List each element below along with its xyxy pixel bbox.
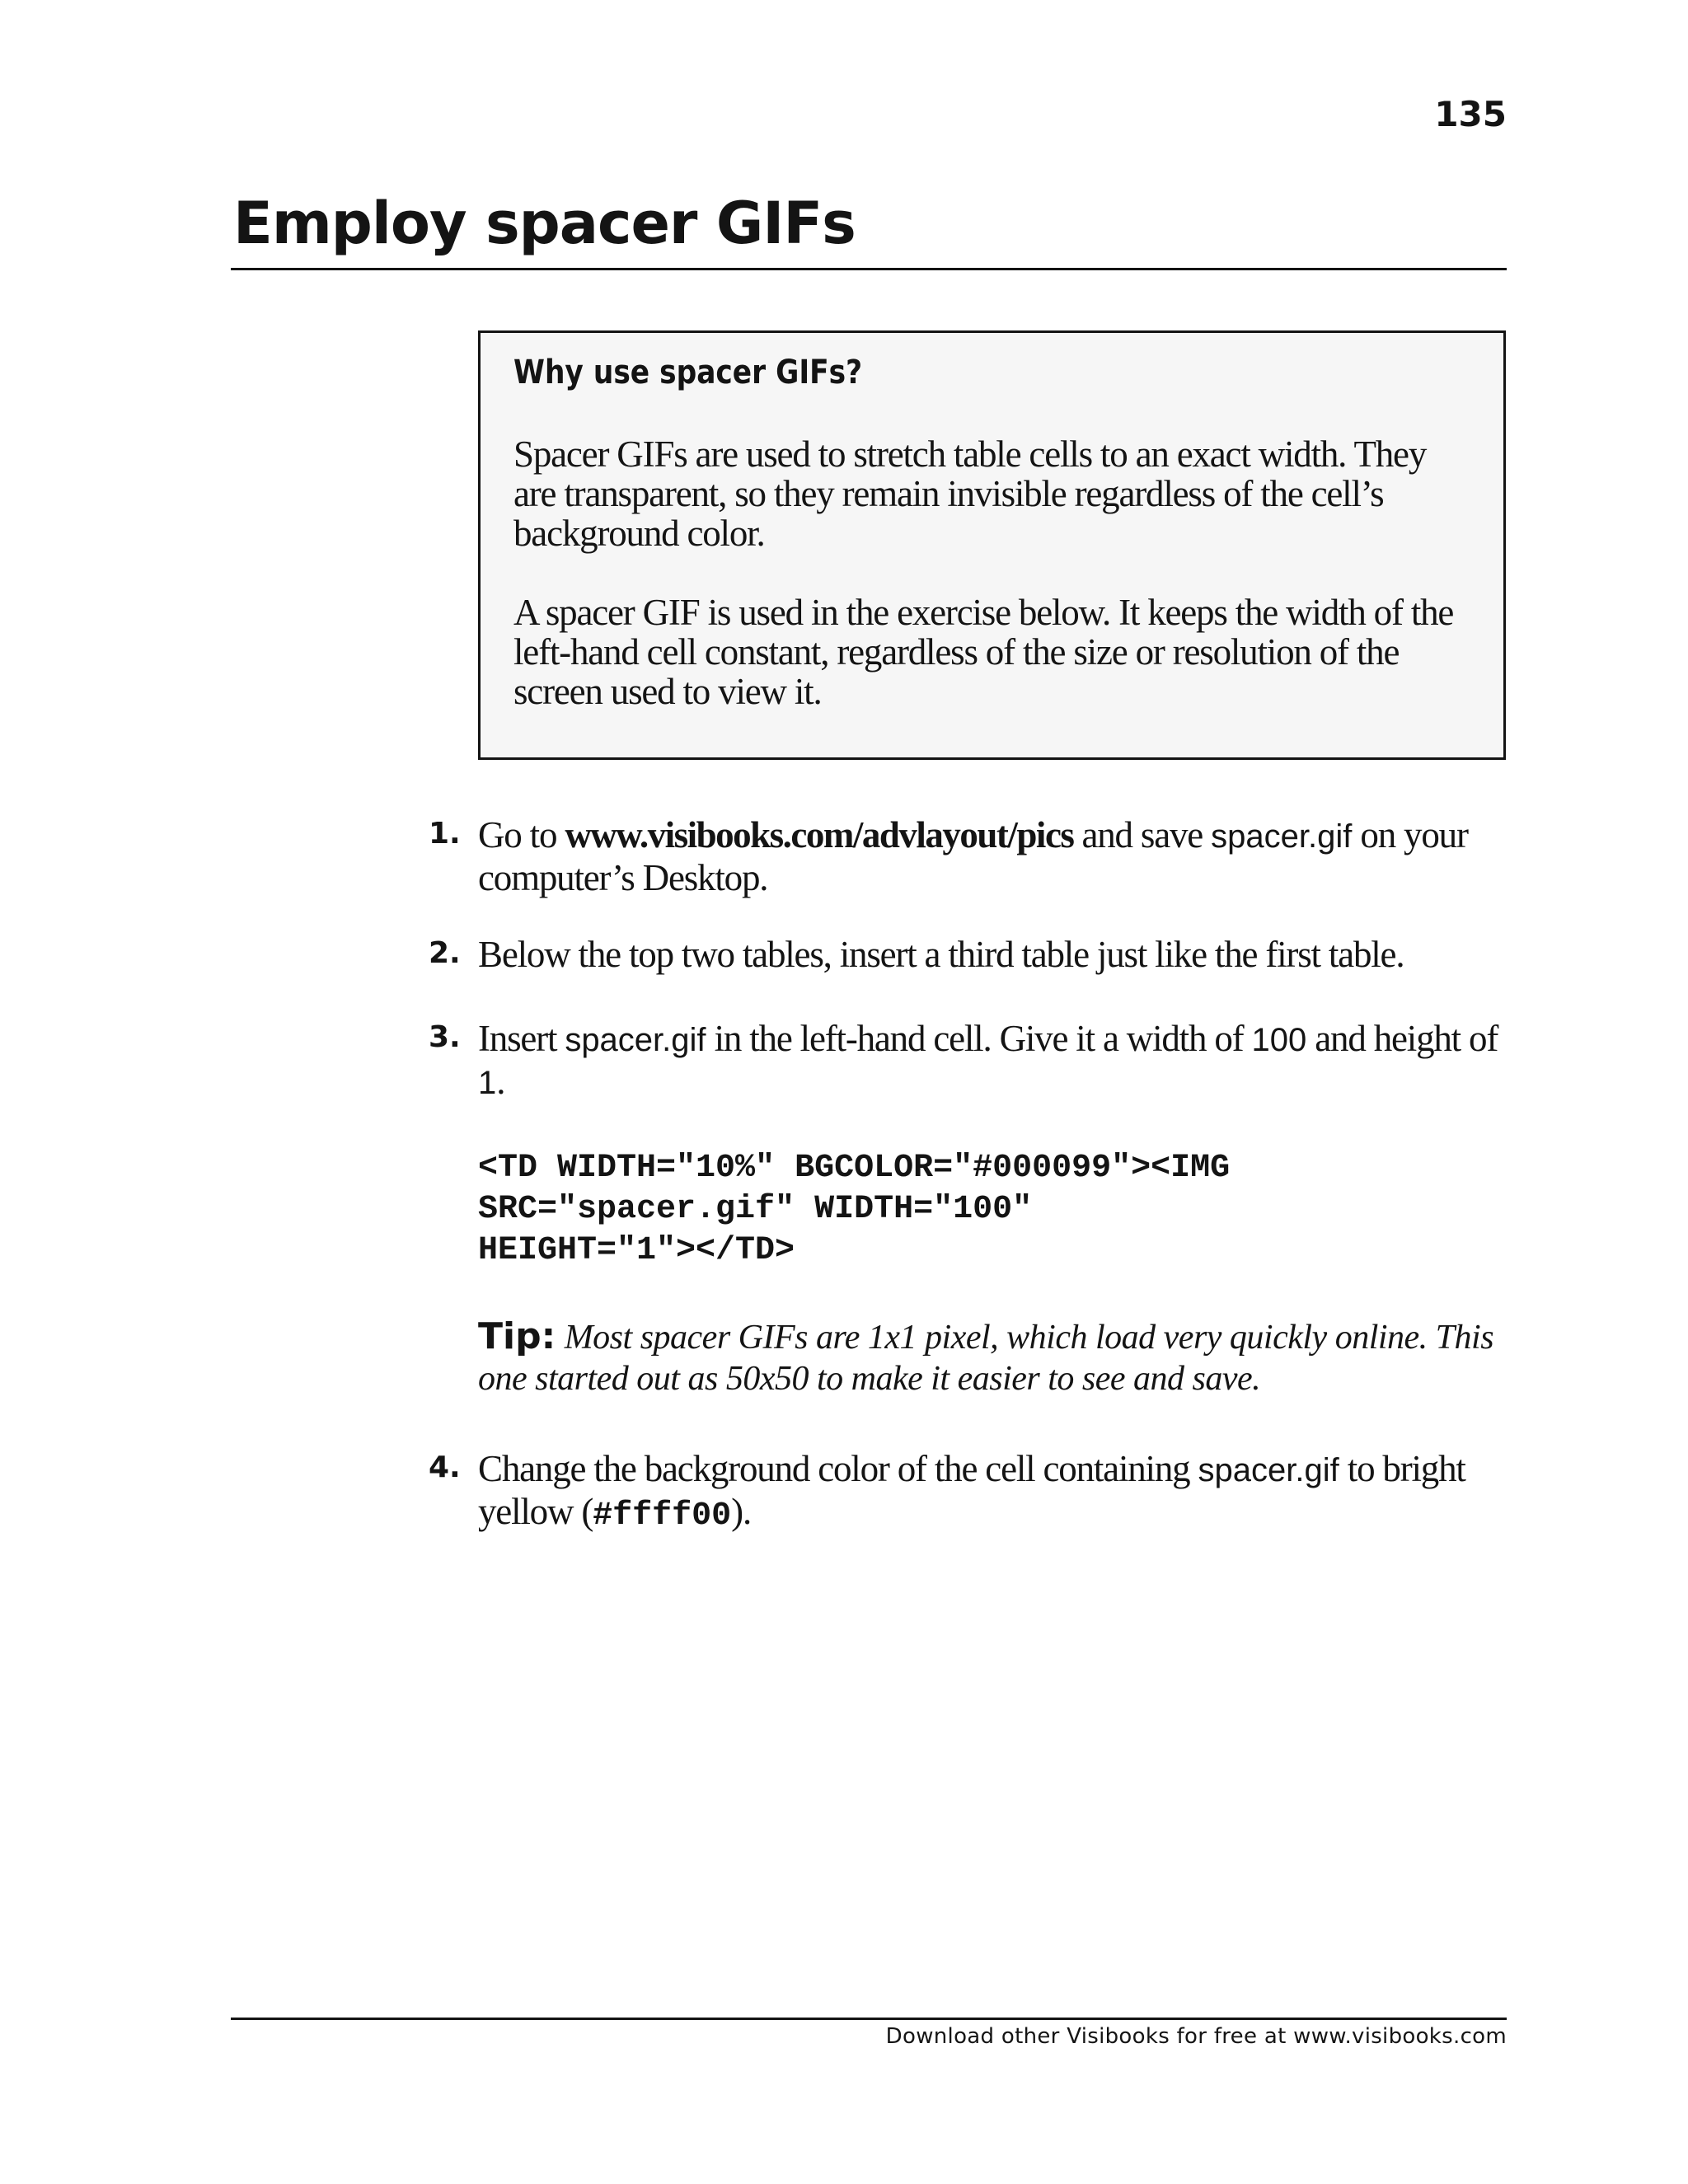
filename-text: spacer.gif: [1211, 818, 1353, 855]
title-divider: [231, 268, 1507, 270]
url-text: www.visibooks.com/advlayout/pics: [565, 814, 1074, 855]
step-text-fragment: on your computer’s Desktop.: [478, 814, 1468, 898]
callout-paragraph: Spacer GIFs are used to stretch table cells to an exact width. They are transparent, so they remain invisible regardless of the cell’s background color.: [513, 434, 1427, 554]
code-line: SRC="spacer.gif" WIDTH="100": [478, 1191, 1033, 1228]
step-text: [478, 1018, 1508, 1104]
step-text-fragment: and height of: [1306, 1018, 1498, 1059]
step-text-fragment: .: [496, 1061, 505, 1102]
callout-title: Why use spacer GIFs?: [513, 354, 863, 391]
page-number: 135: [1434, 94, 1507, 134]
sidebar-callout-box: [478, 330, 1506, 760]
step-text-fragment: and save: [1073, 814, 1212, 855]
filename-text: spacer.gif: [1198, 1452, 1339, 1488]
code-snippet: [478, 1148, 1230, 1272]
step-text-fragment: Change the background color of the cell containing: [478, 1448, 1198, 1489]
step-number: 1.: [429, 817, 461, 851]
step-number: 4.: [429, 1451, 461, 1484]
filename-text: spacer.gif: [565, 1022, 706, 1058]
step-text-fragment: Go to: [478, 814, 565, 855]
step-text-fragment: Insert: [478, 1018, 565, 1059]
width-value: 100: [1251, 1022, 1307, 1058]
step-number: 2.: [429, 936, 461, 970]
step-text: Below the top two tables, insert a third table just like the first table.: [478, 934, 1404, 975]
footer-text: Download other Visibooks for free at www.visibooks.com: [885, 2024, 1507, 2049]
step-text: [478, 814, 1508, 898]
tip-note: [478, 1316, 1508, 1399]
height-value: 1: [478, 1065, 497, 1101]
step-text-fragment: to bright yellow (: [478, 1448, 1465, 1532]
callout-paragraph: A spacer GIF is used in the exercise below. It keeps the width of the left-hand cell constant, regardless of the size or resolution of the screen used to view it.: [513, 592, 1454, 712]
step-text: [478, 1448, 1508, 1537]
step-number: 3.: [429, 1020, 461, 1054]
step-text-fragment: ).: [731, 1491, 751, 1532]
tip-text: Most spacer GIFs are 1x1 pixel, which load very quickly online. This one started out as 50x50 to make it easier to see and save.: [478, 1319, 1494, 1398]
step-text-fragment: in the left-hand cell. Give it a width of: [706, 1018, 1252, 1059]
tip-label: Tip:: [478, 1315, 556, 1357]
footer-divider: [231, 2018, 1507, 2020]
page-title: Employ spacer GIFs: [233, 190, 856, 257]
color-code-text: #ffff00: [593, 1497, 732, 1535]
code-line: HEIGHT="1"></TD>: [478, 1232, 795, 1269]
code-line: <TD WIDTH="10%" BGCOLOR="#000099"><IMG: [478, 1150, 1231, 1187]
